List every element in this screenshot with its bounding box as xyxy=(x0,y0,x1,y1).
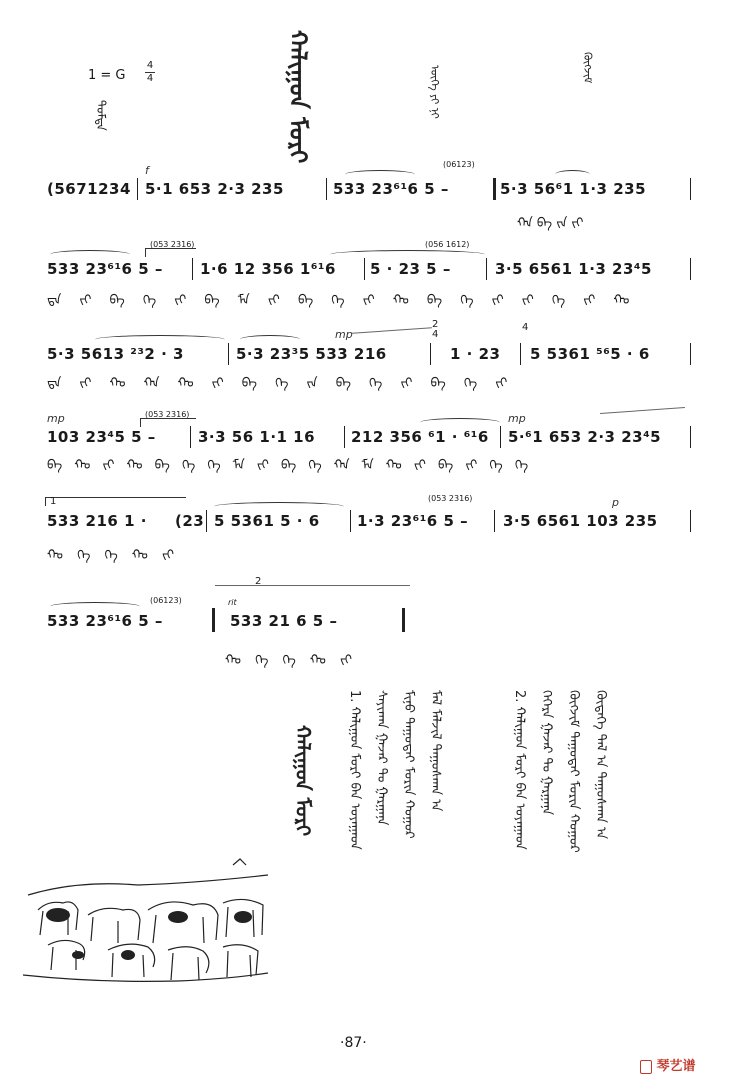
measure-16b: (23 xyxy=(175,512,205,530)
slur xyxy=(555,170,590,179)
barline xyxy=(494,510,495,532)
barline xyxy=(364,258,365,280)
barline xyxy=(228,343,229,365)
slur xyxy=(95,335,225,344)
barline xyxy=(190,426,191,448)
barline xyxy=(206,510,207,532)
barline xyxy=(690,510,691,532)
barline xyxy=(690,178,691,200)
measure-6: 5 · 23 5 – xyxy=(370,260,451,278)
verse-2-line: ᠬᠥᠳᠡᠭᠡ ᠲᠠᠯ ᠠ ᠳᠠᠭᠤᠰᠬᠠᠨ ᠠ xyxy=(593,690,608,840)
tempo-marking: ᠳᠤᠮᠳᠠ xyxy=(94,100,108,131)
watermark-text: 琴艺谱 xyxy=(656,1059,696,1074)
time-change-den: 4 xyxy=(432,329,439,340)
measure-9: 5·3 23³5 533 216 xyxy=(236,345,387,363)
verse-title: ᠬᠠᠯᠢᠭᠤᠨ ᠮᠣᠷᠢ xyxy=(291,725,315,837)
volta-2-line xyxy=(215,585,410,586)
barline xyxy=(350,510,351,532)
repeat-start-barline xyxy=(493,178,496,200)
grace-notes: (06123) xyxy=(443,160,475,169)
verse-2-line: ᠬᠡᠭᠡᠷᠡ ᠭᠠᠵᠠᠷ ᠲᠤ ᠭᠠᠷᠭᠠᠨᠠ xyxy=(539,690,554,815)
measure-intro: (5671234 xyxy=(47,180,131,198)
grace-bracket xyxy=(140,418,196,427)
barline xyxy=(486,258,487,280)
composer-credit: ᠬᠥᠭᠵᠢᠮ xyxy=(581,52,594,84)
verse-1-line: ᠮᠠᠯ ᠮᠠᠯᠵᠢᠯ ᠳᠠᠭᠤᠰᠬᠠᠨ ᠠ xyxy=(428,690,443,812)
time-change-4: 4 xyxy=(522,322,529,333)
measure-1: 5·1 653 2·3 235 xyxy=(145,180,284,198)
watermark-logo xyxy=(640,1055,696,1074)
verse-1-line: 1. ᠬᠠᠯᠢᠭᠤᠨ ᠮᠣᠷᠢ ᠪᠡᠨ ᠤᠶᠠᠭᠠᠳ xyxy=(347,690,362,850)
volta-2-label: 2 xyxy=(255,576,262,587)
measure-5: 1·6 12 356 1⁶¹6 xyxy=(200,260,336,278)
measure-13: 3·3 56 1·1 16 xyxy=(198,428,316,446)
crescendo-hairpin xyxy=(600,407,685,414)
slur xyxy=(50,250,130,259)
measure-2: 533 23⁶¹6 5 – xyxy=(333,180,449,198)
measure-21: 533 21 6 5 – xyxy=(230,612,338,630)
lyrics-row-3: ᠳᠡ ᠵᠢ ᠬᠤ ᠬᠠ ᠬᠤ ᠵᠢ ᠪᠡ ᠬᠡ ᠵᠠ ᠪᠡ ᠭᠡ ᠵᠢ ᠪᠡ ᠭᠡ ᠵᠢ xyxy=(47,376,508,391)
lyricist-credit: ᠦᠭᠡ ᠶᠢ ᠨᠢ xyxy=(428,65,441,119)
lyrics-row-6: ᠬᠤ ᠬᠡ ᠭᠡ ᠬᠤ ᠵᠢ xyxy=(225,653,352,668)
barline xyxy=(344,426,345,448)
slur xyxy=(330,250,485,259)
grace-notes: (06123) xyxy=(150,596,182,605)
time-change-num: 2 xyxy=(432,319,439,330)
rit-marking: rit xyxy=(228,598,237,607)
slur xyxy=(240,335,300,344)
slur xyxy=(214,502,344,511)
barline xyxy=(500,426,501,448)
measure-12: 103 23⁴5 5 – xyxy=(47,428,156,446)
key-signature: 1 = G xyxy=(88,68,126,83)
repeat-end-barline xyxy=(212,608,215,632)
volta-1-label: 1 xyxy=(50,496,57,507)
time-signature-numerator: 4 xyxy=(146,60,154,71)
measure-15: 5·⁶1 653 2·3 23⁴5 xyxy=(508,428,662,446)
verse-2-line: ᠬᠥᠭᠵᠢᠮ ᠳᠠᠭᠤᠲᠠᠢ ᠮᠣᠷᠢᠨ ᠬᠤᠭᠤᠷ xyxy=(566,690,581,853)
lyrics-row-5: ᠬᠤ ᠬᠡ ᠭᠡ ᠬᠤ ᠵᠢ xyxy=(47,548,174,563)
page-number: ·87· xyxy=(340,1035,367,1051)
measure-11: 5 5361 ⁵⁶5 · 6 xyxy=(530,345,650,363)
dynamic-f: f xyxy=(145,164,149,177)
verse-1-line: ᠰᠠᠶᠢᠬᠠᠨ ᠭᠠᠵᠠᠷ ᠲᠤ ᠭᠠᠷᠭᠠᠨᠠ xyxy=(374,690,389,826)
verse-1-line: ᠮᠢᠨᠤ ᠳᠠᠭᠤᠲᠠᠢ ᠮᠣᠷᠢᠨ ᠬᠤᠭᠤᠷ xyxy=(401,690,416,839)
measure-17: 5 5361 5 · 6 xyxy=(214,512,320,530)
barline xyxy=(690,258,691,280)
barline xyxy=(430,343,431,365)
barline xyxy=(690,426,691,448)
measure-18: 1·3 23⁶¹6 5 – xyxy=(357,512,469,530)
slur xyxy=(345,170,415,179)
crescendo-hairpin xyxy=(352,327,432,334)
grace-notes: (056 1612) xyxy=(425,240,470,249)
final-barline xyxy=(402,608,405,632)
barline xyxy=(326,178,327,200)
barline xyxy=(690,343,691,365)
slur xyxy=(50,602,140,611)
grace-notes: (053 2316) xyxy=(145,410,190,419)
slur xyxy=(420,418,500,427)
grace-notes: (053 2316) xyxy=(428,494,473,503)
volta-1 xyxy=(45,497,186,506)
barline xyxy=(192,258,193,280)
measure-3: 5·3 56⁶1 1·3 235 xyxy=(500,180,647,198)
barline xyxy=(520,343,521,365)
measure-7: 3·5 6561 1·3 23⁴5 xyxy=(495,260,652,278)
grace-bracket xyxy=(145,248,196,257)
time-signature xyxy=(145,60,155,85)
verse-2-line: 2. ᠬᠠᠯᠢᠭᠤᠨ ᠮᠣᠷᠢ ᠪᠡᠨ ᠤᠶᠠᠭᠠᠳ xyxy=(512,690,527,850)
dynamic-mp: mp xyxy=(47,412,65,425)
measure-10: 1 · 23 xyxy=(450,345,501,363)
measure-20: 533 23⁶¹6 5 – xyxy=(47,612,163,630)
time-signature-denominator: 4 xyxy=(146,73,154,84)
dynamic-mp: mp xyxy=(508,412,526,425)
time-change xyxy=(432,320,438,340)
livestock-illustration xyxy=(18,855,273,990)
measure-16: 533 216 1 · xyxy=(47,512,147,530)
lyrics-row-2: ᠳᠡ ᠵᠢ ᠪᠡ ᠬᠡ ᠵᠢ ᠪᠡ ᠮᠡ ᠵᠢ ᠪᠡ ᠭᠡ ᠵᠢ ᠬᠤ ᠪᠡ ᠭᠡ ᠵᠢ ᠵᠢ ᠭᠡ ᠵᠢ ᠬᠤ xyxy=(47,293,630,308)
grace-notes: (053 2316) xyxy=(150,240,195,249)
lyrics-row-4: ᠪᠡ ᠬᠤ ᠵᠢ ᠬᠤ ᠪᠡ ᠬᠡ ᠭᠡ ᠮᠡ ᠵᠢ ᠪᠡ ᠭᠡ ᠬᠠ ᠮᠡ ᠬᠤ ᠵᠢ ᠪᠡ ᠵᠢ ᠬᠡ ᠭᠡ xyxy=(47,458,529,473)
barline xyxy=(137,178,138,200)
dynamic-mp: mp xyxy=(335,328,353,341)
song-title: ᠬᠠᠯᠢᠭᠤᠨ ᠮᠣᠷᠢ xyxy=(284,30,312,164)
measure-19: 3·5 6561 103 235 xyxy=(503,512,658,530)
dynamic-p: p xyxy=(612,496,619,509)
lyrics-row-1: ᠬᠠ ᠪᠡ ᠵᠠ ᠵᠢ xyxy=(517,216,584,231)
measure-4: 533 23⁶¹6 5 – xyxy=(47,260,163,278)
measure-14: 212 356 ⁶1 · ⁶¹6 xyxy=(351,428,489,446)
watermark-icon xyxy=(640,1060,652,1074)
measure-8: 5·3 5613 ²³2 · 3 xyxy=(47,345,184,363)
